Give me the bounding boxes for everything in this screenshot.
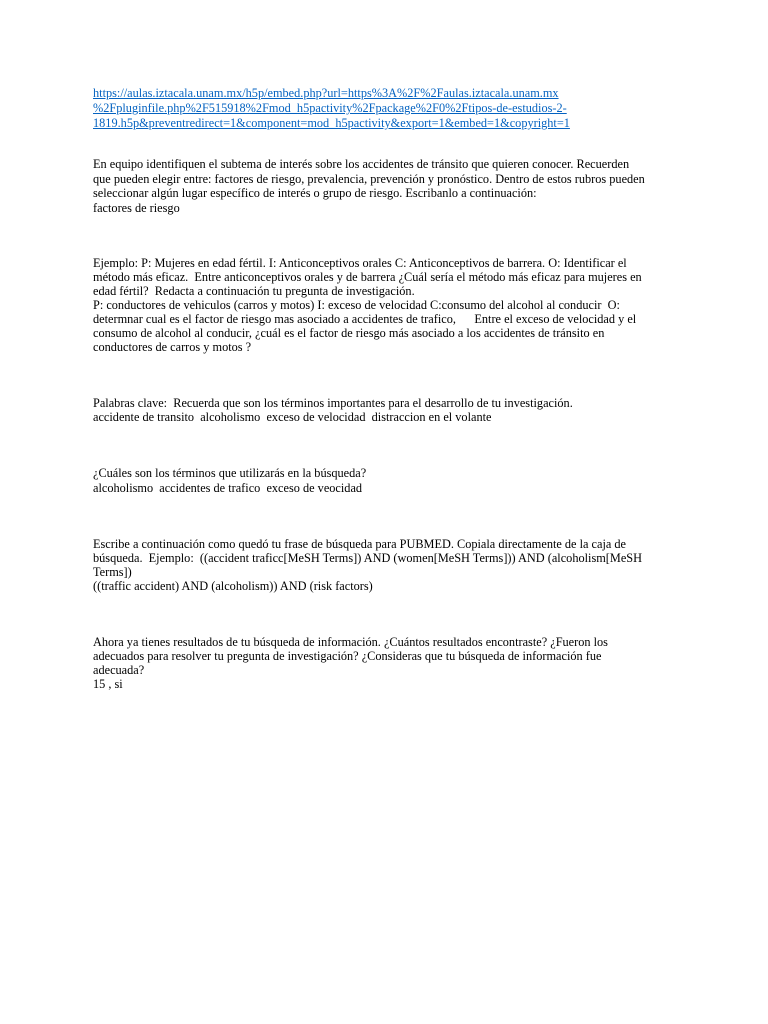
embed-link-line-2[interactable]: %2Fpluginfile.php%2F515918%2Fmod_h5pactivity%2Fpackage%2F0%2Ftipos-de-estudios-2- bbox=[93, 101, 567, 115]
embed-link-line-3[interactable]: 1819.h5p&preventredirect=1&component=mod_h5pactivity&export=1&embed=1&copyright=1 bbox=[93, 116, 570, 130]
pico-answer-line-1: P: conductores de vehiculos (carros y motos) I: exceso de velocidad C:consumo del alcohol al conducir O: bbox=[93, 298, 620, 312]
results-question-line-1: Ahora ya tienes resultados de tu búsqueda de información. ¿Cuántos resultados encontraste? ¿Fueron los bbox=[93, 635, 608, 649]
pico-answer-line-3: consumo de alcohol al conducir, ¿cuál es el factor de riesgo más asociado a los accidentes de tránsito en bbox=[93, 326, 605, 340]
search-terms-question: ¿Cuáles son los términos que utilizarás en la búsqueda? bbox=[93, 466, 367, 480]
results-answer: 15 , si bbox=[93, 677, 123, 691]
keywords-answer: accidente de transito alcoholismo exceso de velocidad distraccion en el volante bbox=[93, 410, 492, 424]
pubmed-instruction-line-3: Terms]) bbox=[93, 565, 132, 579]
subtopic-answer: factores de riesgo bbox=[93, 201, 180, 215]
subtopic-instruction-line-2: que pueden elegir entre: factores de riesgo, prevalencia, prevención y pronóstico. Dentro de estos rubros pueden bbox=[93, 172, 645, 186]
pico-answer-line-2: determnar cual es el factor de riesgo mas asociado a accidentes de trafico, Entre el exceso de velocidad y el bbox=[93, 312, 637, 326]
pico-answer-line-4: conductores de carros y motos ? bbox=[93, 340, 252, 354]
pico-example-line-1: Ejemplo: P: Mujeres en edad fértil. I: Anticonceptivos orales C: Anticonceptivos de barrera. O: Identificar el bbox=[93, 256, 627, 270]
subtopic-instruction-line-1: En equipo identifiquen el subtema de interés sobre los accidentes de tránsito que quieren conocer. Recuerden bbox=[93, 157, 630, 171]
keywords-instruction: Palabras clave: Recuerda que son los términos importantes para el desarrollo de tu investigación. bbox=[93, 396, 573, 410]
pubmed-instruction-line-2: búsqueda. Ejemplo: ((accident traficc[MeSH Terms]) AND (women[MeSH Terms])) AND (alcoholism[MeSH bbox=[93, 551, 642, 565]
embed-link-line-1[interactable]: https://aulas.iztacala.unam.mx/h5p/embed.php?url=https%3A%2F%2Faulas.iztacala.unam.mx bbox=[93, 86, 559, 100]
pico-example-line-3: edad fértil? Redacta a continuación tu pregunta de investigación. bbox=[93, 284, 415, 298]
results-question-line-3: adecuada? bbox=[93, 663, 145, 677]
search-terms-answer: alcoholismo accidentes de trafico exceso de veocidad bbox=[93, 481, 363, 495]
pubmed-query-answer: ((traffic accident) AND (alcoholism)) AND (risk factors) bbox=[93, 579, 373, 593]
pico-example-line-2: método más eficaz. Entre anticonceptivos orales y de barrera ¿Cuál sería el método más eficaz para mujeres en bbox=[93, 270, 642, 284]
pubmed-instruction-line-1: Escribe a continuación como quedó tu frase de búsqueda para PUBMED. Copiala directamente de la caja de bbox=[93, 537, 627, 551]
results-question-line-2: adecuados para resolver tu pregunta de investigación? ¿Consideras que tu búsqueda de información fue bbox=[93, 649, 602, 663]
subtopic-instruction-line-3: seleccionar algún lugar específico de interés o grupo de riesgo. Escribanlo a continuación: bbox=[93, 186, 537, 200]
